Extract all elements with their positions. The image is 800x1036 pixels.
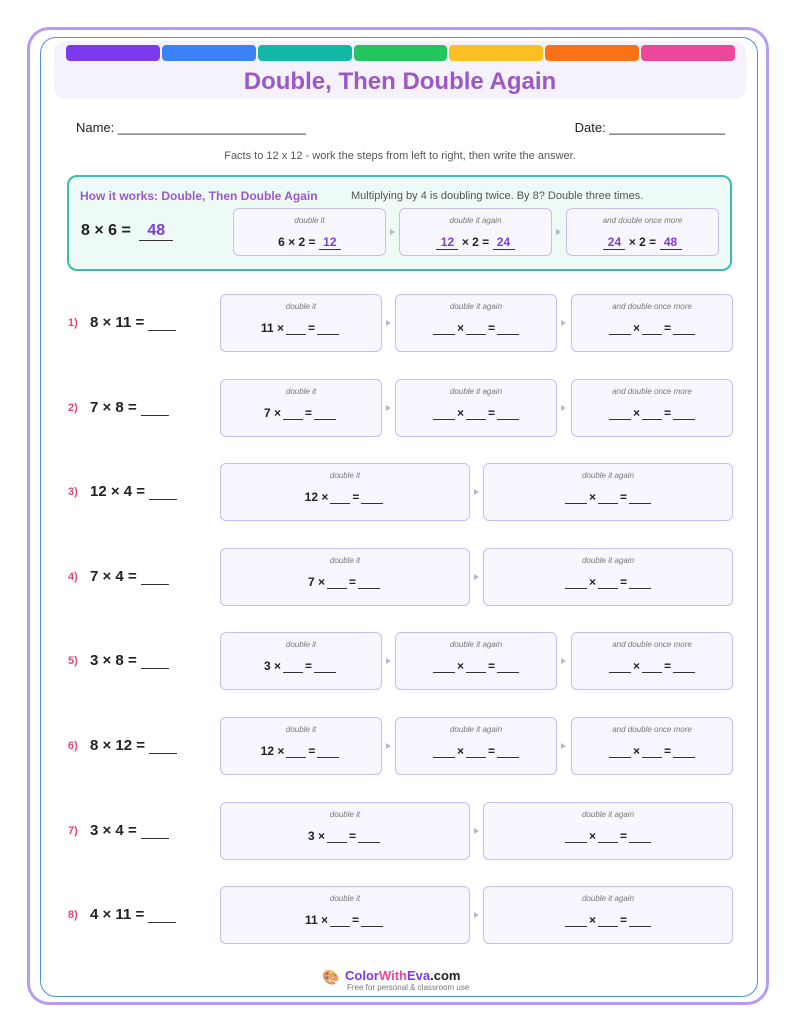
times-sign: × bbox=[632, 321, 640, 335]
step-label: double it bbox=[329, 555, 361, 565]
equals-sign: = bbox=[664, 744, 672, 758]
step-box bbox=[220, 717, 382, 775]
footer-brand bbox=[345, 968, 460, 983]
step-equation bbox=[400, 235, 551, 250]
times-sign: × bbox=[456, 405, 464, 420]
equals-sign: = bbox=[488, 405, 496, 420]
product-blank[interactable] bbox=[497, 745, 519, 758]
step-equation bbox=[221, 659, 381, 673]
product-blank[interactable] bbox=[358, 576, 380, 589]
multiplier-blank[interactable] bbox=[598, 576, 618, 589]
step-label: double it bbox=[294, 216, 325, 225]
equals-sign: = bbox=[305, 405, 313, 420]
problem-text: 7 × 4 = bbox=[90, 567, 137, 585]
color-stripe bbox=[641, 45, 735, 61]
product-blank[interactable] bbox=[629, 914, 651, 927]
step-label: double it again bbox=[581, 809, 635, 819]
step-box bbox=[483, 463, 733, 521]
multiplier-blank[interactable] bbox=[598, 491, 618, 504]
multiplicand-blank[interactable] bbox=[433, 322, 455, 335]
times-sign: × bbox=[588, 490, 596, 505]
problem-number: 3) bbox=[68, 486, 78, 499]
final-answer-blank[interactable] bbox=[141, 570, 169, 585]
arrow-icon bbox=[474, 912, 479, 918]
color-stripe bbox=[545, 45, 639, 61]
step-label: double it again bbox=[449, 640, 503, 650]
multiplicand-blank[interactable] bbox=[565, 914, 587, 927]
step-label: and double once more bbox=[612, 725, 692, 734]
step-label: double it again bbox=[449, 216, 502, 225]
equals-sign: = bbox=[488, 321, 496, 335]
example-answer: 48 bbox=[139, 222, 173, 241]
step-box bbox=[395, 632, 557, 690]
problem-number: 5) bbox=[68, 655, 78, 668]
problem-text: 8 × 11 = bbox=[90, 314, 145, 331]
example-step-1 bbox=[233, 208, 386, 256]
how-it-works-subtitle: Multiplying by 4 is doubling twice. By 8? Double three times. bbox=[351, 190, 644, 202]
step-box bbox=[395, 294, 557, 352]
multiplicand-blank[interactable] bbox=[565, 576, 587, 589]
multiplier-blank[interactable] bbox=[283, 407, 303, 420]
product-blank[interactable] bbox=[497, 322, 519, 335]
step-box bbox=[395, 717, 557, 775]
step-box bbox=[571, 294, 733, 352]
step-equation bbox=[221, 575, 469, 589]
name-field: Name: __________________________ bbox=[76, 120, 306, 135]
step-expression: × 2 = bbox=[461, 235, 490, 249]
multiplier-blank[interactable] bbox=[327, 830, 347, 843]
step-value-a: 24 bbox=[603, 235, 625, 250]
multiplier-blank[interactable] bbox=[466, 407, 486, 420]
problem-question bbox=[90, 822, 169, 839]
multiplier-blank[interactable] bbox=[466, 660, 486, 673]
brand-part: .com bbox=[430, 968, 461, 983]
instructions: Facts to 12 x 12 - work the steps from left to right, then write the answer. bbox=[224, 150, 576, 162]
times-sign: × bbox=[456, 659, 464, 674]
times-sign: × bbox=[632, 405, 640, 420]
step-multiplicand: 3 × bbox=[307, 828, 325, 843]
product-blank[interactable] bbox=[629, 576, 651, 589]
equals-sign: = bbox=[349, 574, 357, 589]
brand-part: Color bbox=[345, 968, 379, 983]
equals-sign: = bbox=[664, 321, 672, 335]
example-equation-text: 8 × 6 = bbox=[81, 222, 131, 239]
step-label: double it bbox=[285, 386, 317, 396]
color-stripe bbox=[162, 45, 256, 61]
product-blank[interactable] bbox=[361, 914, 383, 927]
step-answer: 12 bbox=[319, 235, 341, 250]
step-expression: 6 × 2 = bbox=[278, 235, 316, 249]
problem-text: 7 × 8 = bbox=[90, 398, 137, 416]
step-equation bbox=[396, 406, 556, 420]
step-equation bbox=[396, 321, 556, 335]
how-it-works-title: How it works: Double, Then Double Again bbox=[80, 189, 318, 203]
arrow-icon bbox=[386, 743, 391, 749]
step-label: double it bbox=[329, 471, 361, 481]
step-box bbox=[220, 463, 470, 521]
brand-part: With bbox=[378, 968, 407, 983]
times-sign: × bbox=[456, 321, 464, 335]
equals-sign: = bbox=[308, 744, 316, 758]
multiplier-blank[interactable] bbox=[466, 322, 486, 335]
color-stripe bbox=[66, 45, 160, 61]
step-box bbox=[483, 802, 733, 860]
step-equation bbox=[572, 321, 732, 335]
step-equation bbox=[572, 659, 732, 673]
step-label: double it again bbox=[581, 894, 635, 904]
step-box bbox=[483, 548, 733, 606]
example-step-2 bbox=[399, 208, 552, 256]
problem-question bbox=[90, 652, 169, 669]
product-blank[interactable] bbox=[497, 407, 519, 420]
date-field: Date: ________________ bbox=[574, 120, 725, 135]
multiplicand-blank[interactable] bbox=[609, 745, 631, 758]
step-equation bbox=[484, 829, 732, 843]
multiplier-blank[interactable] bbox=[327, 576, 347, 589]
step-equation bbox=[221, 744, 381, 758]
final-answer-blank[interactable] bbox=[141, 824, 169, 839]
step-multiplicand: 11 × bbox=[260, 321, 284, 335]
step-equation bbox=[221, 829, 469, 843]
worksheet-title: Double, Then Double Again bbox=[243, 68, 557, 95]
palette-icon: 🎨 bbox=[322, 969, 340, 985]
multiplier-blank[interactable] bbox=[283, 660, 303, 673]
step-equation bbox=[572, 744, 732, 758]
multiplier-blank[interactable] bbox=[642, 407, 662, 420]
multiplicand-blank[interactable] bbox=[565, 491, 587, 504]
final-answer-blank[interactable] bbox=[141, 654, 169, 669]
problem-question bbox=[90, 568, 169, 585]
step-box bbox=[571, 632, 733, 690]
step-multiplicand: 7 × bbox=[263, 405, 281, 420]
step-label: double it again bbox=[581, 555, 635, 565]
product-blank[interactable] bbox=[629, 491, 651, 504]
arrow-icon bbox=[474, 489, 479, 495]
multiplicand-blank[interactable] bbox=[609, 660, 631, 673]
problem-question bbox=[90, 906, 176, 923]
multiplicand-blank[interactable] bbox=[609, 407, 631, 420]
arrow-icon bbox=[386, 405, 391, 411]
problem-question bbox=[90, 483, 177, 500]
step-equation bbox=[572, 406, 732, 420]
arrow-icon bbox=[561, 405, 566, 411]
example-step-3 bbox=[566, 208, 719, 256]
multiplicand-blank[interactable] bbox=[433, 660, 455, 673]
step-box bbox=[220, 294, 382, 352]
problem-number: 6) bbox=[68, 740, 78, 752]
step-label: double it bbox=[285, 640, 317, 650]
arrow-icon bbox=[556, 229, 561, 235]
multiplier-blank[interactable] bbox=[642, 745, 662, 758]
product-blank[interactable] bbox=[673, 407, 695, 420]
multiplier-blank[interactable] bbox=[642, 322, 662, 335]
multiplicand-blank[interactable] bbox=[433, 407, 455, 420]
step-expression: × 2 = bbox=[628, 235, 657, 249]
step-label: and double once more bbox=[602, 216, 683, 225]
step-box bbox=[220, 379, 382, 437]
step-box bbox=[571, 717, 733, 775]
color-stripe bbox=[354, 45, 448, 61]
problem-text: 12 × 4 = bbox=[90, 483, 146, 501]
arrow-icon bbox=[474, 574, 479, 580]
step-equation bbox=[234, 235, 385, 250]
footer-subtitle: Free for personal & classroom use bbox=[347, 983, 470, 992]
step-box bbox=[483, 886, 733, 944]
problem-number: 8) bbox=[68, 909, 78, 922]
step-label: and double once more bbox=[612, 386, 692, 396]
product-blank[interactable] bbox=[361, 491, 383, 504]
multiplier-blank[interactable] bbox=[286, 745, 306, 758]
step-equation bbox=[396, 744, 556, 758]
equals-sign: = bbox=[308, 321, 316, 335]
equals-sign: = bbox=[620, 913, 628, 928]
step-equation bbox=[567, 235, 718, 250]
problem-question bbox=[90, 399, 169, 416]
final-answer-blank[interactable] bbox=[148, 908, 176, 923]
final-answer-blank[interactable] bbox=[141, 401, 169, 416]
product-blank[interactable] bbox=[629, 830, 651, 843]
times-sign: × bbox=[632, 744, 640, 758]
problem-text: 4 × 11 = bbox=[90, 906, 145, 924]
step-label: and double once more bbox=[612, 302, 692, 311]
problem-number: 2) bbox=[68, 401, 78, 414]
final-answer-blank[interactable] bbox=[148, 316, 176, 331]
final-answer-blank[interactable] bbox=[149, 485, 177, 500]
problem-number: 4) bbox=[68, 570, 78, 583]
step-multiplicand: 7 × bbox=[307, 574, 325, 589]
product-blank[interactable] bbox=[314, 660, 336, 673]
equals-sign: = bbox=[352, 913, 360, 928]
product-blank[interactable] bbox=[317, 322, 339, 335]
step-equation bbox=[221, 490, 469, 504]
problem-text: 3 × 4 = bbox=[90, 821, 137, 839]
step-value-a: 12 bbox=[436, 235, 458, 250]
arrow-icon bbox=[561, 320, 566, 326]
example-equation bbox=[81, 222, 173, 241]
equals-sign: = bbox=[664, 659, 672, 674]
step-equation bbox=[221, 321, 381, 335]
equals-sign: = bbox=[488, 659, 496, 674]
step-label: double it bbox=[285, 725, 317, 734]
step-multiplicand: 12 × bbox=[304, 490, 329, 505]
color-stripe bbox=[258, 45, 352, 61]
final-answer-blank[interactable] bbox=[149, 739, 177, 754]
step-equation bbox=[221, 913, 469, 927]
step-label: double it again bbox=[449, 725, 503, 734]
step-equation bbox=[396, 659, 556, 673]
step-equation bbox=[484, 490, 732, 504]
multiplicand-blank[interactable] bbox=[609, 322, 631, 335]
problem-text: 3 × 8 = bbox=[90, 652, 137, 670]
problem-question bbox=[90, 737, 177, 754]
multiplier-blank[interactable] bbox=[642, 660, 662, 673]
equals-sign: = bbox=[349, 828, 357, 843]
step-label: double it bbox=[329, 894, 361, 904]
step-multiplicand: 11 × bbox=[304, 913, 328, 928]
multiplier-blank[interactable] bbox=[286, 322, 306, 335]
step-box bbox=[220, 802, 470, 860]
multiplier-blank[interactable] bbox=[598, 914, 618, 927]
product-blank[interactable] bbox=[314, 407, 336, 420]
times-sign: × bbox=[588, 574, 596, 589]
times-sign: × bbox=[588, 913, 596, 928]
times-sign: × bbox=[632, 659, 640, 674]
arrow-icon bbox=[474, 828, 479, 834]
product-blank[interactable] bbox=[497, 660, 519, 673]
step-box bbox=[571, 379, 733, 437]
equals-sign: = bbox=[664, 405, 672, 420]
arrow-icon bbox=[561, 743, 566, 749]
arrow-icon bbox=[561, 658, 566, 664]
step-label: double it bbox=[285, 302, 317, 311]
equals-sign: = bbox=[620, 828, 628, 843]
brand-part: Eva bbox=[407, 968, 431, 983]
problem-question bbox=[90, 314, 176, 331]
equals-sign: = bbox=[620, 574, 628, 589]
product-blank[interactable] bbox=[673, 660, 695, 673]
equals-sign: = bbox=[488, 744, 496, 758]
multiplicand-blank[interactable] bbox=[565, 830, 587, 843]
problem-number: 7) bbox=[68, 824, 78, 837]
times-sign: × bbox=[588, 828, 596, 843]
problem-number: 1) bbox=[68, 317, 78, 329]
multiplier-blank[interactable] bbox=[330, 491, 350, 504]
color-stripe bbox=[449, 45, 543, 61]
arrow-icon bbox=[386, 658, 391, 664]
arrow-icon bbox=[386, 320, 391, 326]
step-label: double it again bbox=[449, 386, 503, 396]
equals-sign: = bbox=[620, 490, 628, 505]
step-value-b: 48 bbox=[660, 235, 682, 250]
step-box bbox=[220, 886, 470, 944]
arrow-icon bbox=[390, 229, 395, 235]
multiplicand-blank[interactable] bbox=[433, 745, 455, 758]
step-multiplicand: 12 × bbox=[260, 744, 285, 758]
multiplier-blank[interactable] bbox=[598, 830, 618, 843]
multiplier-blank[interactable] bbox=[466, 745, 486, 758]
product-blank[interactable] bbox=[673, 745, 695, 758]
product-blank[interactable] bbox=[673, 322, 695, 335]
step-label: double it again bbox=[449, 302, 503, 311]
step-box bbox=[395, 379, 557, 437]
step-label: double it bbox=[329, 809, 361, 819]
problem-text: 8 × 12 = bbox=[90, 737, 146, 754]
product-blank[interactable] bbox=[358, 830, 380, 843]
step-label: and double once more bbox=[612, 640, 692, 650]
equals-sign: = bbox=[305, 659, 313, 674]
step-equation bbox=[221, 406, 381, 420]
equals-sign: = bbox=[352, 490, 360, 505]
step-equation bbox=[484, 913, 732, 927]
multiplier-blank[interactable] bbox=[330, 914, 350, 927]
step-label: double it again bbox=[581, 471, 635, 481]
step-value-b: 24 bbox=[493, 235, 515, 250]
step-multiplicand: 3 × bbox=[263, 659, 281, 674]
step-equation bbox=[484, 575, 732, 589]
product-blank[interactable] bbox=[317, 745, 339, 758]
step-box bbox=[220, 548, 470, 606]
step-box bbox=[220, 632, 382, 690]
times-sign: × bbox=[456, 744, 464, 758]
